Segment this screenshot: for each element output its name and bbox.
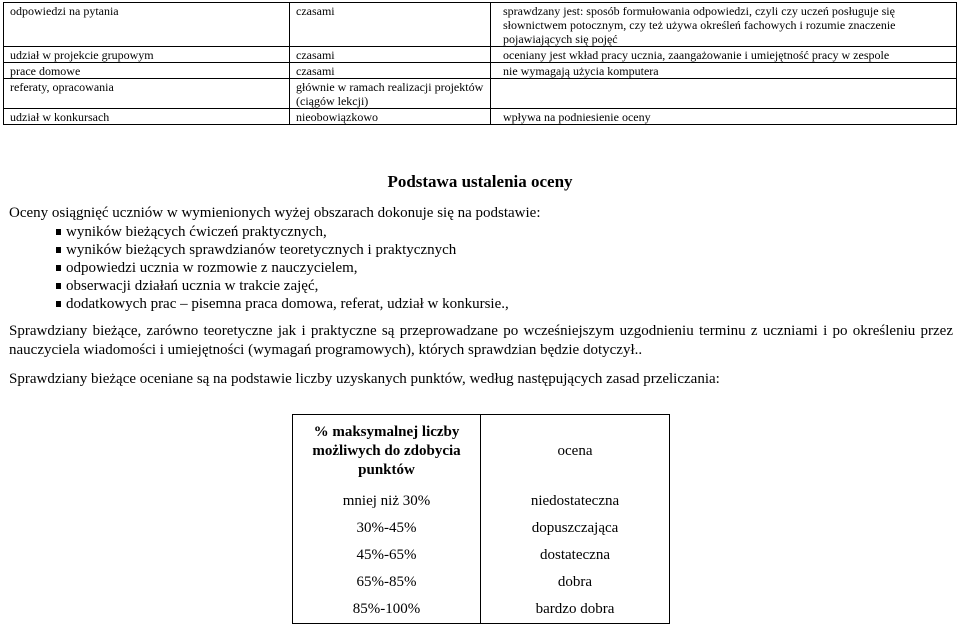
- area-cell: udział w projekcie grupowym: [4, 47, 290, 63]
- header-percent: % maksymalnej liczby możliwych do zdobycia punktów: [293, 415, 481, 489]
- list-item: dodatkowych prac – pisemna praca domowa, referat, udział w konkursie.,: [56, 295, 509, 313]
- note-cell: oceniany jest wkład pracy ucznia, zaangażowanie i umiejętność pracy w zespole: [491, 47, 957, 63]
- note-cell: wpływa na podniesienie oceny: [491, 109, 957, 125]
- frequency-cell: czasami: [290, 3, 491, 47]
- area-cell: odpowiedzi na pytania: [4, 3, 290, 47]
- table-row: [4, 79, 957, 109]
- tests-paragraph: Sprawdziany bieżące, zarówno teoretyczne jak i praktyczne są przeprowadzane po wcześniejszym uzgodnieniu terminu z uczniami i po określeniu przez nauczyciela wiadomości i umiejętności (wymagań programowych), których sprawdzian będzie dotyczył..: [9, 323, 953, 358]
- grade-conversion-table: [292, 414, 670, 624]
- range-cell: mniej niż 30%: [293, 488, 481, 515]
- grade-cell: dopuszczająca: [531, 520, 619, 536]
- scoring-paragraph: Sprawdziany bieżące oceniane są na podstawie liczby uzyskanych punktów, według następujących zasad przeliczania:: [9, 371, 720, 387]
- list-item: odpowiedzi ucznia w rozmowie z nauczycielem,: [56, 259, 509, 277]
- table-row: [293, 515, 670, 542]
- area-cell: prace domowe: [4, 63, 290, 79]
- intro-paragraph: Oceny osiągnięć uczniów w wymienionych wyżej obszarach dokonuje się na podstawie:: [9, 205, 541, 221]
- frequency-cell: głównie w ramach realizacji projektów (ciągów lekcji): [290, 79, 491, 109]
- note-cell: nie wymagają użycia komputera: [491, 63, 957, 79]
- grade-cell: bardzo dobra: [535, 601, 615, 617]
- table-row: [293, 542, 670, 569]
- table-row: [4, 3, 957, 47]
- range-cell: 85%-100%: [293, 596, 481, 624]
- grade-cell: niedostateczna: [530, 493, 620, 509]
- table-row: [293, 596, 670, 624]
- list-item: wyników bieżących sprawdzianów teoretycznych i praktycznych: [56, 241, 509, 259]
- assessment-table: [3, 2, 957, 125]
- table-row: [4, 109, 957, 125]
- area-cell: referaty, opracowania: [4, 79, 290, 109]
- area-cell: udział w konkursach: [4, 109, 290, 125]
- table-row: [293, 488, 670, 515]
- table-row: [4, 63, 957, 79]
- list-item: obserwacji działań ucznia w trakcie zajęć,: [56, 277, 509, 295]
- list-item: wyników bieżących ćwiczeń praktycznych,: [56, 223, 509, 241]
- frequency-cell: czasami: [290, 63, 491, 79]
- grade-cell: dobra: [557, 574, 593, 590]
- section-heading: Podstawa ustalenia oceny: [387, 172, 573, 191]
- grade-cell: dostateczna: [540, 547, 610, 563]
- header-grade: ocena: [557, 443, 593, 459]
- grade-table-header: [293, 415, 670, 489]
- table-row: [4, 47, 957, 63]
- range-cell: 30%-45%: [293, 515, 481, 542]
- range-cell: 45%-65%: [293, 542, 481, 569]
- range-cell: 65%-85%: [293, 569, 481, 596]
- note-cell: [491, 79, 957, 109]
- basis-list: [56, 223, 509, 313]
- note-cell: sprawdzany jest: sposób formułowania odpowiedzi, czyli czy uczeń posługuje się słownictwem potocznym, czy też używa określeń fachowych i rozumie znaczenie pojawiających się pojęć: [491, 3, 957, 47]
- frequency-cell: nieobowiązkowo: [290, 109, 491, 125]
- frequency-cell: czasami: [290, 47, 491, 63]
- table-row: [293, 569, 670, 596]
